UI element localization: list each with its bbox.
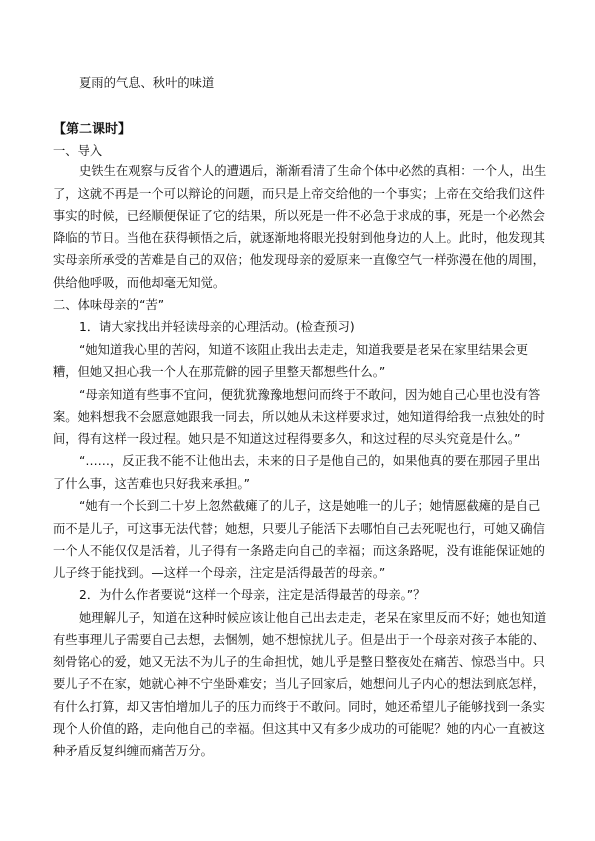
lesson-heading: 【第二课时】 bbox=[53, 122, 132, 137]
answer-line: 她理解儿子，知道在这种时候应该让他自己出去走走，老呆在家里反而不好；她也知道 bbox=[79, 611, 547, 625]
section1-line: 史铁生在观察与反省个人的遭遇后，渐渐看清了生命个体中必然的真相：一个人，出生 bbox=[79, 164, 547, 178]
quote-4-line: “她有一个长到二十岁上忽然截瘫了的儿子，这是她唯一的儿子；她情愿截瘫的是自己 bbox=[79, 499, 541, 513]
section1-line: 供给他呼吸，而他却毫无知觉。 bbox=[53, 276, 226, 290]
section1-line: 了，这就不再是一个可以辩论的问题，而只是上帝交给他的一个事实；上帝在交给我们这件 bbox=[53, 187, 545, 201]
quote-2-line: “母亲知道有些事不宜问，便犹犹豫豫地想问而终于不敢问，因为她自己心里也没有答 bbox=[79, 388, 541, 402]
quote-4-line: 而不是儿子，可这事无法代替；她想，只要儿子能活下去哪怕自己去死呢也行，可她又确信 bbox=[53, 522, 545, 536]
section1-title: 一、导入 bbox=[53, 144, 103, 158]
quote-3-line: “……，反正我不能不让他出去，未来的日子是他自己的，如果他真的要在那园子里出 bbox=[79, 454, 541, 468]
answer-line: 有什么打算，却又害怕增加儿子的压力而终于不敢问。同时，她还希望儿子能够找到一条实 bbox=[53, 700, 545, 714]
answer-line: 刻骨铭心的爱，她又无法不为儿子的生命担忧，她儿乎是整日整夜处在痛苦、惊恐当中。只 bbox=[53, 655, 545, 669]
top-line: 夏雨的气息、秋叶的味道 bbox=[79, 76, 215, 90]
quote-4-line: 一个人不能仅仅是活着，儿子得有一条路走向自己的幸福；而这条路呢，没有谁能保证她的 bbox=[53, 544, 545, 558]
quote-3-line: 了什么事，这苦难也只好我来承担。” bbox=[53, 477, 250, 491]
section1-line: 降临的节日。当他在获得顿悟之后，就逐渐地将眼光投射到他身边的人上。此时，他发现其 bbox=[53, 231, 545, 245]
quote-2-line: 间，得有这样一段过程。她只是不知道这过程得要多久，和这过程的尽头究竟是什么。” bbox=[53, 432, 521, 446]
section1-line: 事实的时候，已经顺便保证了它的结果，所以死是一件不必急于求成的事，死是一个必然会 bbox=[53, 209, 545, 223]
answer-line: 有些事理儿子需要自己去想，去悃刎，她不想惊扰儿子。但是出于一个母亲对孩子本能的、 bbox=[53, 633, 545, 647]
quote-2-line: 案。她料想我不会愿意她跟我一同去，所以她从未这样要求过，她知道得给我一点独处的时 bbox=[53, 410, 545, 424]
section1-line: 实母亲所承受的苦难是自己的双倍；他发现母亲的爱原来一直像空气一样弥漫在他的周围， bbox=[53, 253, 545, 267]
quote-4-line: 儿子终于能找到。—这样一个母亲，注定是活得最苦的母亲。” bbox=[53, 566, 386, 580]
question-1: 1．请大家找出并轻读母亲的心理活动。(检查预习) bbox=[79, 320, 355, 334]
answer-line: 现个人价值的路，走向他自己的幸福。但这其中又有多少成功的可能呢？她的内心一直被这 bbox=[53, 722, 545, 736]
quote-1-line: “她知道我心里的苦闷，知道不该阻止我出去走走，知道我要是老呆在家里结果会更 bbox=[79, 343, 529, 357]
question-2: 2．为什么作者要说“这样一个母亲，注定是活得最苦的母亲。”？ bbox=[79, 588, 426, 602]
answer-line: 种矛盾反复纠缠而痛苦万分。 bbox=[53, 744, 213, 758]
section2-title: 二、体味母亲的“苦” bbox=[53, 298, 165, 312]
quote-1-line: 糟，但她又担心我一个人在那荒僻的园子里整天都想些什么。” bbox=[53, 365, 386, 379]
answer-line: 要儿子不在家，她就心神不宁坐卧难安；当儿子回家后，她想问儿子内心的想法到底怎样， bbox=[53, 677, 545, 691]
